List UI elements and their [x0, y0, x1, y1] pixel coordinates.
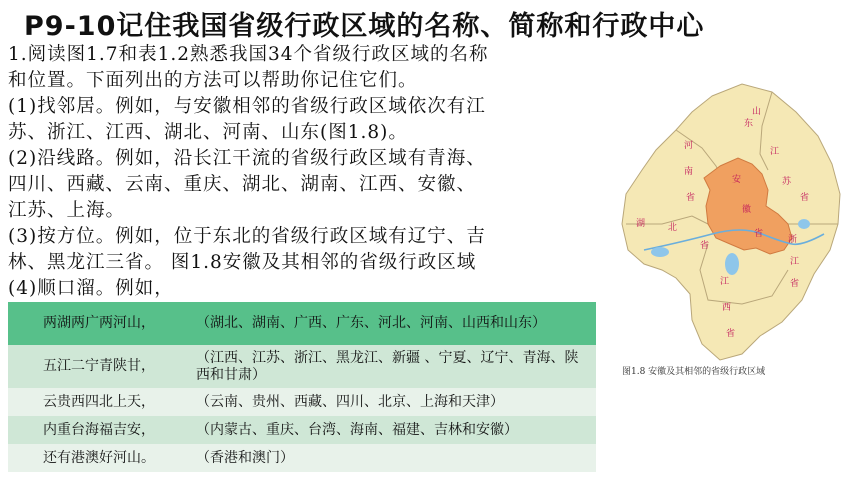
- anhui-neighbors-map: [592, 74, 858, 366]
- map-label: 安: [732, 175, 742, 185]
- body-line: 江苏、上海。: [8, 200, 126, 221]
- map-label: 南: [684, 167, 694, 177]
- map-label: 浙: [788, 235, 798, 245]
- body-line: (1)找邻居。例如，与安徽相邻的省级行政区域依次有江: [8, 96, 486, 117]
- table-row: [8, 345, 596, 388]
- map-label: 江: [770, 147, 780, 157]
- map-label: 山: [752, 107, 762, 117]
- body-line: 1.阅读图1.7和表1.2熟悉我国34个省级行政区域的名称: [8, 44, 489, 65]
- body-line: 四川、西藏、云南、重庆、湖北、湖南、江西、安徽、: [8, 174, 477, 195]
- body-line: (3)按方位。例如，位于东北的省级行政区域有辽宁、吉: [8, 226, 486, 247]
- map-label: 河: [684, 141, 694, 151]
- rhyme-cell: 两湖两广两河山，: [8, 302, 190, 345]
- map-label: 湖: [636, 219, 646, 229]
- map-label: 徽: [742, 205, 752, 215]
- body-text: [8, 42, 608, 302]
- table-row: [8, 388, 596, 416]
- map-label: 苏: [782, 177, 792, 187]
- provinces-cell: （香港和澳门）: [190, 444, 596, 472]
- map-label: 江: [790, 257, 800, 267]
- map-label: 西: [722, 303, 732, 313]
- body-line: 苏、浙江、江西、湖北、河南、山东(图1.8)。: [8, 122, 408, 143]
- dongting-lake: [651, 247, 669, 257]
- map-label: 东: [744, 119, 754, 129]
- rhyme-cell: 云贵西四北上天，: [8, 388, 190, 416]
- body-line: 和位置。下面列出的方法可以帮助你记住它们。: [8, 70, 418, 91]
- table-row: [8, 302, 596, 345]
- map-label: 省: [800, 193, 810, 203]
- provinces-cell: （江西、江苏、浙江、黑龙江、新疆 、宁夏、辽宁、青海、陕西和甘肃）: [190, 345, 596, 388]
- body-line: (2)沿线路。例如，沿长江干流的省级行政区域有青海、: [8, 148, 486, 169]
- body-line: (4)顺口溜。例如，: [8, 278, 174, 299]
- provinces-cell: （湖北、湖南、广西、广东、河北、河南、山西和山东）: [190, 302, 596, 345]
- map-label: 省: [686, 193, 696, 203]
- rhyme-cell: 还有港澳好河山。: [8, 444, 190, 472]
- map-label: 北: [668, 223, 678, 233]
- map-label: 江: [720, 277, 730, 287]
- provinces-cell: （内蒙古、重庆、台湾、海南、福建、吉林和安徽）: [190, 416, 596, 444]
- rhyme-table: [8, 302, 596, 472]
- map-label: 省: [790, 279, 800, 289]
- map-label: 省: [726, 329, 736, 339]
- page-title: P9-10记住我国省级行政区域的名称、简称和行政中心: [24, 11, 705, 42]
- map-label: 省: [754, 229, 764, 239]
- table-row: [8, 444, 596, 472]
- taihu-lake: [798, 219, 810, 229]
- map-caption: 图1.8 安徽及其相邻的省级行政区域: [622, 367, 766, 377]
- body-line: 林、黑龙江三省。 图1.8安徽及其相邻的省级行政区域: [8, 252, 477, 273]
- rhyme-cell: 内重台海福吉安，: [8, 416, 190, 444]
- rhyme-cell: 五江二宁青陕甘，: [8, 345, 190, 388]
- poyang-lake: [725, 253, 739, 275]
- table-row: [8, 416, 596, 444]
- map-label: 省: [700, 241, 710, 251]
- provinces-cell: （云南、贵州、西藏、四川、北京、上海和天津）: [190, 388, 596, 416]
